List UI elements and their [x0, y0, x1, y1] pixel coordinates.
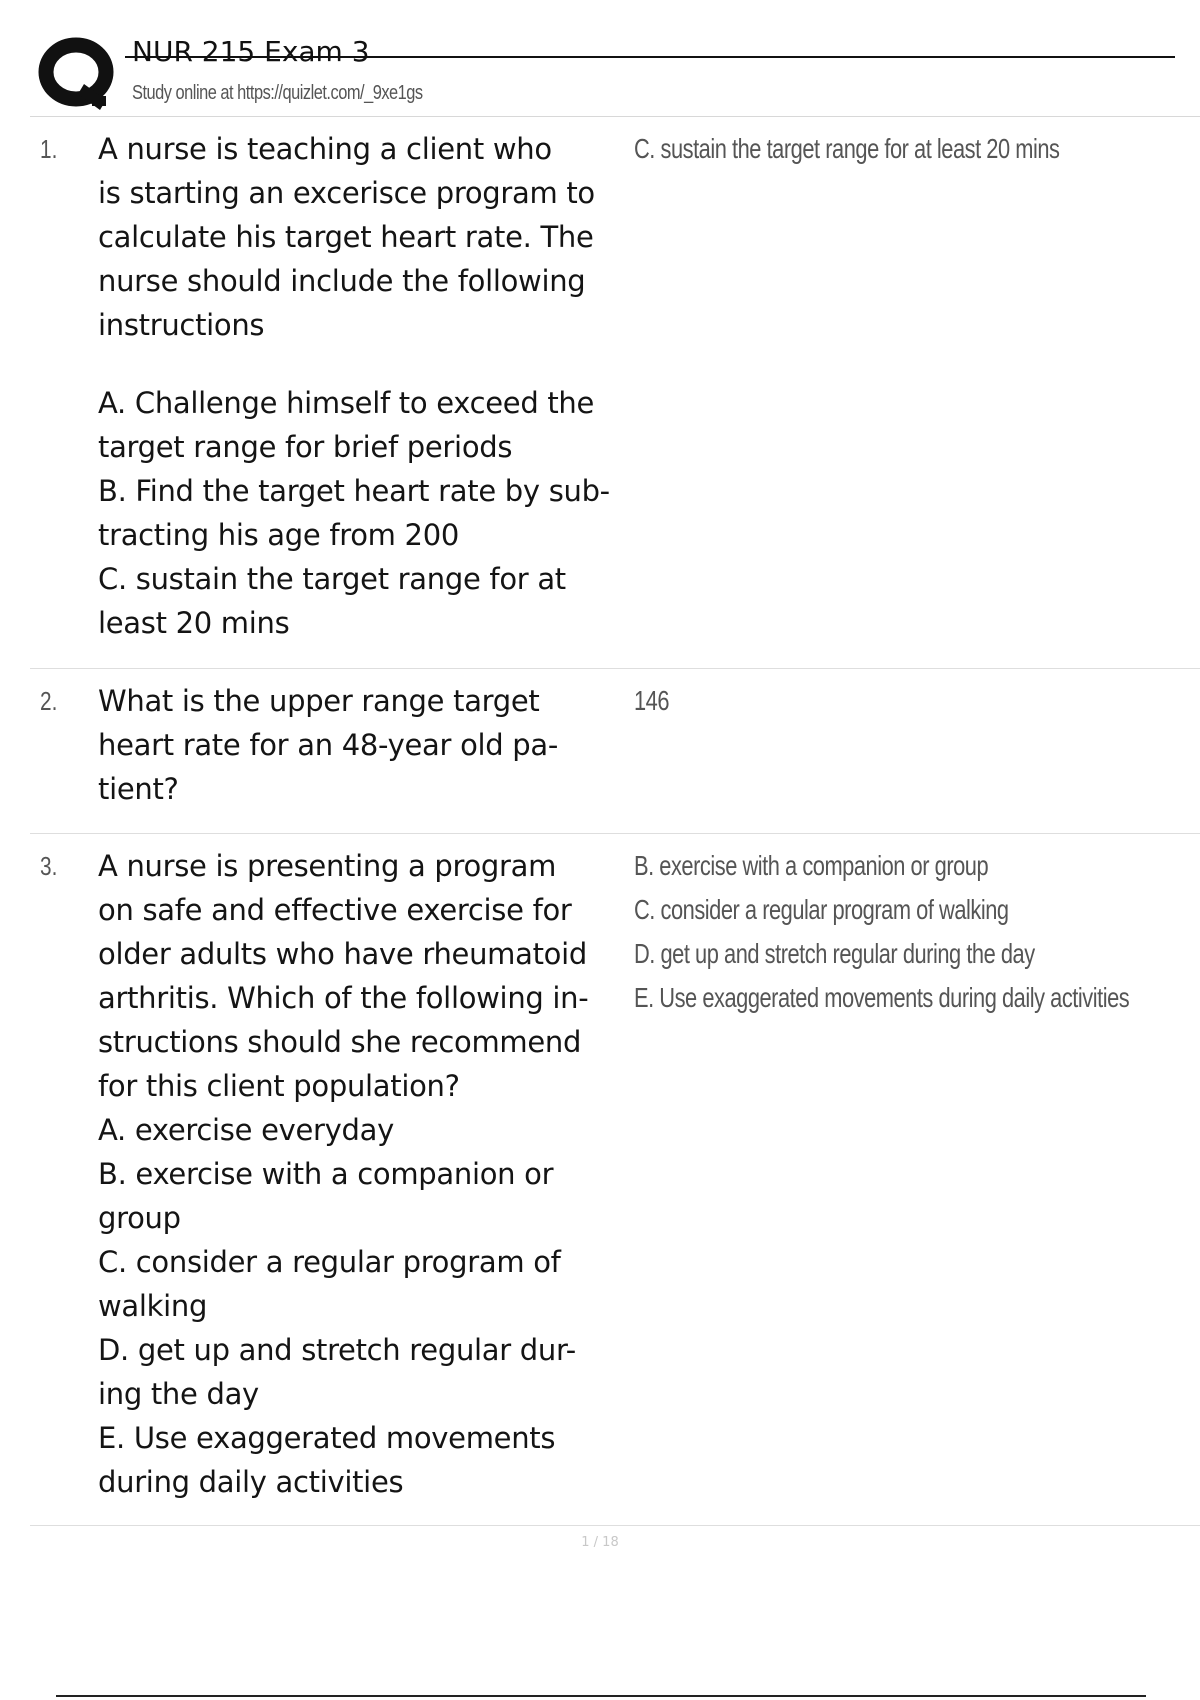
term-line: What is the upper range target — [98, 684, 540, 718]
term-line: B. Find the target heart rate by sub- — [98, 474, 610, 508]
definition-line: D. get up and stretch regular during the day — [634, 938, 1035, 969]
term-line: A nurse is teaching a client who — [98, 132, 552, 166]
card-definition — [634, 127, 1060, 171]
term-paragraph-gap — [98, 347, 658, 381]
page-header — [30, 32, 1200, 118]
card-term — [98, 127, 658, 645]
card-number: 2. — [40, 686, 58, 716]
flashcard-3 — [30, 844, 1200, 1504]
card-divider — [30, 668, 1200, 669]
term-line: target range for brief periods — [98, 430, 513, 464]
term-line: A nurse is presenting a program — [98, 849, 557, 883]
card-definition — [634, 679, 669, 723]
term-line: tient? — [98, 772, 179, 806]
definition-line: B. exercise with a companion or group — [634, 850, 989, 881]
page-number: 1 / 18 — [581, 1535, 619, 1550]
card-term — [98, 844, 658, 1504]
term-line: on safe and effective exercise for — [98, 893, 572, 927]
flashcard-1 — [30, 127, 1200, 640]
term-line: for this client population? — [98, 1069, 460, 1103]
term-line: nurse should include the following — [98, 264, 586, 298]
term-line: B. exercise with a companion or — [98, 1157, 554, 1191]
term-line: walking — [98, 1289, 208, 1323]
card-definition — [634, 844, 1129, 1020]
definition-line: E. Use exaggerated movements during daily activities — [634, 982, 1130, 1013]
term-line: heart rate for an 48-year old pa- — [98, 728, 559, 762]
term-line: structions should she recommend — [98, 1025, 582, 1059]
term-line: is starting an excerisce program to — [98, 176, 595, 210]
card-divider — [30, 833, 1200, 834]
term-line: D. get up and stretch regular dur- — [98, 1333, 576, 1367]
term-line: calculate his target heart rate. The — [98, 220, 594, 254]
header-divider — [30, 116, 1200, 117]
term-line: ing the day — [98, 1377, 259, 1411]
quizlet-q-logo-icon — [32, 34, 142, 116]
flashcard-2 — [30, 679, 1200, 819]
definition-line: C. sustain the target range for at least 20 mins — [634, 133, 1060, 164]
term-line: arthritis. Which of the following in- — [98, 981, 589, 1015]
term-line: least 20 mins — [98, 606, 290, 640]
term-line: tracting his age from 200 — [98, 518, 460, 552]
definition-line: 146 — [634, 685, 670, 716]
term-line: group — [98, 1201, 181, 1235]
page-title: NUR 215 Exam 3 — [132, 35, 370, 68]
card-term — [98, 679, 658, 811]
card-number: 3. — [40, 851, 58, 881]
definition-line: C. consider a regular program of walking — [634, 894, 1009, 925]
term-line: instructions — [98, 308, 265, 342]
term-line: A. Challenge himself to exceed the — [98, 386, 595, 420]
term-line: C. consider a regular program of — [98, 1245, 561, 1279]
term-line: C. sustain the target range for at — [98, 562, 566, 596]
card-divider — [30, 1525, 1200, 1526]
study-online-link-text: Study online at https://quizlet.com/_9xe1gs — [132, 82, 423, 104]
bottom-rule — [56, 1695, 1146, 1697]
term-line: A. exercise everyday — [98, 1113, 394, 1147]
term-line: older adults who have rheumatoid — [98, 937, 587, 971]
term-line: during daily activities — [98, 1465, 404, 1499]
card-number: 1. — [40, 134, 58, 164]
term-line: E. Use exaggerated movements — [98, 1421, 556, 1455]
